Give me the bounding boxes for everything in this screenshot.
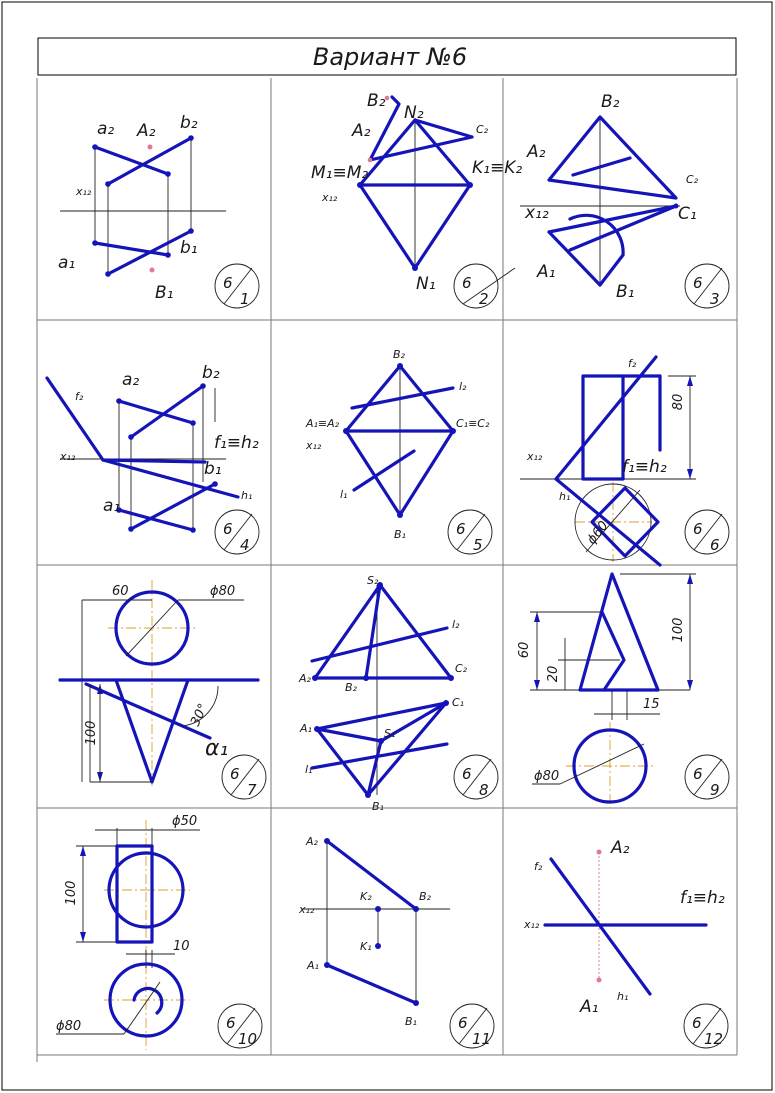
label-A2: A₂	[137, 121, 156, 141]
label-h1: h₁	[559, 490, 571, 503]
task-12	[523, 838, 725, 1017]
label-A: A₁≡A₂	[306, 417, 340, 430]
stamp-12	[684, 1004, 728, 1048]
stamp-7	[222, 755, 266, 799]
label-B2: B₂	[601, 92, 620, 112]
label-K2: K₂	[360, 890, 372, 903]
label-A1: A₁	[307, 959, 319, 972]
stamp-4-number: 4	[240, 536, 250, 554]
stamp-5	[448, 510, 492, 554]
label-B2: B₂	[345, 681, 357, 694]
stamp-7-variant: 6	[230, 765, 240, 783]
label-a1: a₁	[58, 253, 76, 273]
label-x12: x₁₂	[524, 918, 540, 931]
task-10	[56, 814, 200, 1050]
label-fh: f₁≡h₂	[622, 457, 667, 477]
label-A2: A₂	[527, 142, 546, 162]
label-B2: B₂	[419, 890, 431, 903]
label-B1: B₁	[372, 800, 384, 813]
stamp-10-variant: 6	[226, 1014, 236, 1032]
point-B1-marker	[150, 268, 155, 273]
stamp-2-number: 2	[479, 290, 489, 308]
label-N2: N₂	[404, 103, 424, 123]
stamp-11-number: 11	[472, 1030, 492, 1048]
label-l2: l₂	[459, 380, 467, 393]
label-x12: x₁₂	[527, 450, 543, 463]
task-6	[520, 357, 696, 565]
label-M: M₁≡M₂	[311, 163, 369, 183]
label-A1: A₁	[580, 997, 599, 1017]
label-S1: S₁	[384, 727, 396, 740]
label-x12: x₁₂	[76, 185, 92, 198]
label-b1: b₁	[180, 238, 198, 258]
label-x12: x₁₂	[60, 450, 76, 463]
label-x12: x₁₂	[299, 903, 315, 916]
stamp-3-variant: 6	[693, 274, 703, 292]
label-a2: a₂	[122, 370, 140, 390]
stamp-10	[218, 1004, 262, 1048]
dim-height: 100	[64, 880, 79, 906]
label-b1: b₁	[204, 459, 222, 479]
dim-diameter: ϕ80	[56, 1019, 82, 1034]
task-11	[298, 835, 450, 1028]
label-A2: A₂	[611, 838, 630, 858]
stamp-3	[685, 264, 729, 308]
stamp-9	[685, 755, 729, 799]
label-b2: b₂	[180, 113, 198, 133]
stamp-8	[454, 755, 498, 799]
stamp-5-variant: 6	[456, 520, 466, 538]
stamp-6	[685, 510, 729, 554]
dim-angle: 30°	[188, 701, 212, 729]
label-B1: B₁	[616, 282, 635, 302]
label-A2: A₂	[299, 672, 311, 685]
dim-20: 20	[546, 665, 561, 683]
stamp-6-number: 6	[710, 536, 720, 554]
dim-offset: 60	[112, 584, 129, 599]
stamp-4-variant: 6	[223, 520, 233, 538]
task-8	[298, 574, 468, 813]
label-fh: f₁≡h₂	[214, 433, 259, 453]
dim-height: 100	[84, 720, 99, 746]
stamp-12-variant: 6	[692, 1014, 702, 1032]
dim-diameter: ϕ60	[584, 518, 612, 548]
task-4	[47, 363, 259, 533]
stamp-2-variant: 6	[462, 274, 472, 292]
stamp-12-number: 12	[704, 1030, 724, 1048]
stamp-1-variant: 6	[223, 274, 233, 292]
point-A2-marker	[148, 145, 153, 150]
label-a2: a₂	[97, 119, 115, 139]
dim-15: 15	[643, 697, 660, 712]
task-2	[311, 91, 522, 294]
sheet-title: Вариант №6	[312, 43, 468, 71]
stamp-9-number: 9	[710, 781, 720, 799]
dim-height: 80	[671, 393, 686, 411]
task-5	[305, 348, 490, 541]
label-A2: A₂	[352, 121, 371, 141]
label-alpha: α₁	[205, 736, 229, 761]
label-h1: h₁	[617, 990, 629, 1003]
label-K1: K₁	[360, 940, 372, 953]
label-B2: B₂	[367, 91, 386, 111]
stamp-8-number: 8	[479, 781, 489, 799]
stamp-10-number: 10	[238, 1030, 258, 1048]
dim-diameter: ϕ80	[534, 769, 560, 784]
label-a1: a₁	[103, 496, 121, 516]
stamp-9-variant: 6	[693, 765, 703, 783]
label-C1: C₁	[678, 204, 697, 224]
label-x12: x₁₂	[525, 203, 549, 223]
stamp-7-number: 7	[247, 781, 257, 799]
label-B2: B₂	[393, 348, 405, 361]
task-7	[60, 580, 258, 786]
label-f2: f₂	[75, 390, 84, 403]
task-1	[58, 113, 226, 303]
label-A2: A₂	[306, 835, 318, 848]
dim-diameter-top: ϕ50	[172, 814, 198, 829]
dim-100: 100	[671, 617, 686, 643]
dim-diameter: ϕ80	[210, 584, 236, 599]
label-C1: C₁	[452, 696, 465, 709]
stamp-11-variant: 6	[458, 1014, 468, 1032]
label-B1: B₁	[394, 528, 406, 541]
dim-offset: 10	[173, 939, 190, 954]
label-B1: B₁	[155, 283, 174, 303]
stamp-3-number: 3	[710, 290, 720, 308]
stamp-1-number: 1	[240, 290, 250, 308]
label-f2: f₂	[628, 357, 637, 370]
label-l1: l₁	[340, 488, 348, 501]
label-N1: N₁	[416, 274, 436, 294]
dim-60: 60	[517, 641, 532, 659]
stamp-5-number: 5	[473, 536, 483, 554]
stamp-2	[454, 264, 515, 308]
label-C2: C₂	[455, 662, 468, 675]
label-C2: C₂	[476, 123, 489, 136]
label-l1: l₁	[305, 763, 313, 776]
stamp-11	[450, 1004, 494, 1048]
label-fh: f₁≡h₂	[680, 888, 725, 908]
label-A1: A₁	[537, 262, 556, 282]
title-block	[38, 38, 736, 75]
stamp-1	[215, 264, 259, 308]
label-l2: l₂	[452, 618, 460, 631]
task-3	[520, 92, 699, 302]
label-C: C₁≡C₂	[456, 417, 490, 430]
stamp-8-variant: 6	[462, 765, 472, 783]
stamp-4	[215, 510, 259, 554]
label-S2: S₂	[367, 574, 379, 587]
stamp-6-variant: 6	[693, 520, 703, 538]
label-A1: A₁	[300, 722, 312, 735]
label-x12: x₁₂	[322, 191, 338, 204]
label-f2: f₂	[534, 860, 543, 873]
label-C2: C₂	[686, 173, 699, 186]
variant-stamps	[215, 264, 729, 1048]
label-K: K₁≡K₂	[472, 158, 523, 178]
task-9	[517, 574, 696, 810]
label-x12: x₁₂	[306, 439, 322, 452]
label-h1: h₁	[241, 489, 253, 502]
label-b2: b₂	[202, 363, 220, 383]
label-B1: B₁	[405, 1015, 417, 1028]
